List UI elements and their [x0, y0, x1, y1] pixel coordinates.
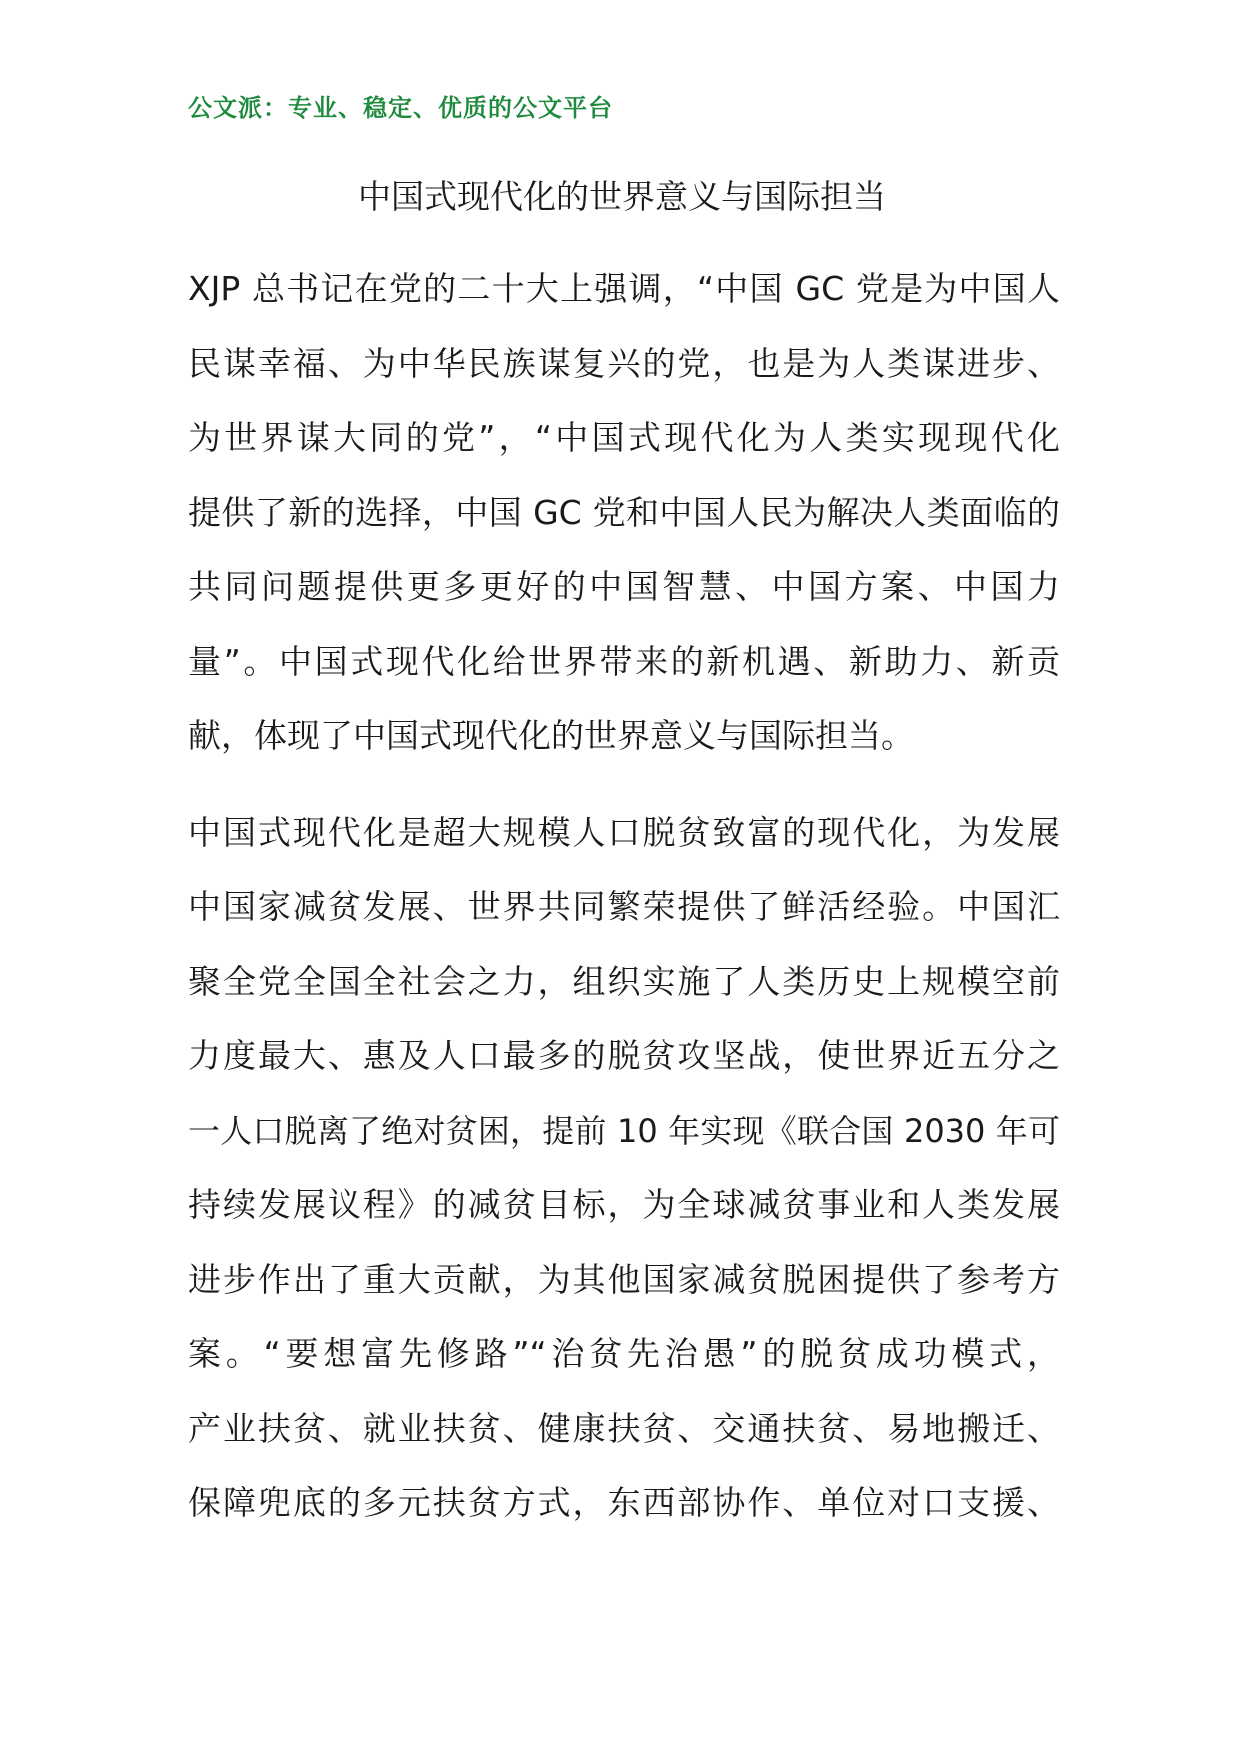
- text-line: 中国家减贫发展、世界共同繁荣提供了鲜活经验。中国汇: [188, 887, 1060, 926]
- text-line: 产业扶贫、就业扶贫、健康扶贫、交通扶贫、易地搬迁、: [188, 1408, 1060, 1448]
- text-line: 保障兜底的多元扶贫方式，东西部协作、单位对口支援、: [188, 1483, 1060, 1522]
- site-banner: 公文派：专业、稳定、优质的公文平台: [188, 94, 613, 122]
- text-line: 共同问题提供更多更好的中国智慧、中国方案、中国力: [188, 567, 1060, 606]
- text-line: 民谋幸福、为中华民族谋复兴的党，也是为人类谋进步、: [188, 343, 1060, 383]
- document-body: [188, 262, 1060, 1573]
- text-line: 献，体现了中国式现代化的世界意义与国际担当。: [188, 716, 914, 755]
- paragraph-2: [188, 806, 1060, 1551]
- text-line: XJP 总书记在党的二十大上强调，“中国 GC 党是为中国人: [188, 269, 1060, 308]
- text-line: 一人口脱离了绝对贫困，提前 10 年实现《联合国 2030 年可: [188, 1111, 1060, 1150]
- text-line: 进步作出了重大贡献，为其他国家减贫脱困提供了参考方: [188, 1259, 1060, 1299]
- page-title: 中国式现代化的世界意义与国际担当: [358, 177, 886, 216]
- text-line: 持续发展议程》的减贫目标，为全球减贫事业和人类发展: [188, 1185, 1060, 1224]
- text-line: 中国式现代化是超大规模人口脱贫致富的现代化，为发展: [188, 812, 1060, 852]
- text-line: 为世界谋大同的党”，“中国式现代化为人类实现现代化: [188, 418, 1060, 457]
- text-line: 案。“要想富先修路”“治贫先治愚”的脱贫成功模式，: [188, 1334, 1060, 1373]
- paragraph-1: [188, 262, 1060, 784]
- text-line: 力度最大、惠及人口最多的脱贫攻坚战，使世界近五分之: [188, 1036, 1060, 1075]
- text-line: 提供了新的选择，中国 GC 党和中国人民为解决人类面临的: [188, 492, 1060, 532]
- text-line: 量”。中国式现代化给世界带来的新机遇、新助力、新贡: [188, 641, 1060, 681]
- text-line: 聚全党全国全社会之力，组织实施了人类历史上规模空前: [188, 961, 1060, 1001]
